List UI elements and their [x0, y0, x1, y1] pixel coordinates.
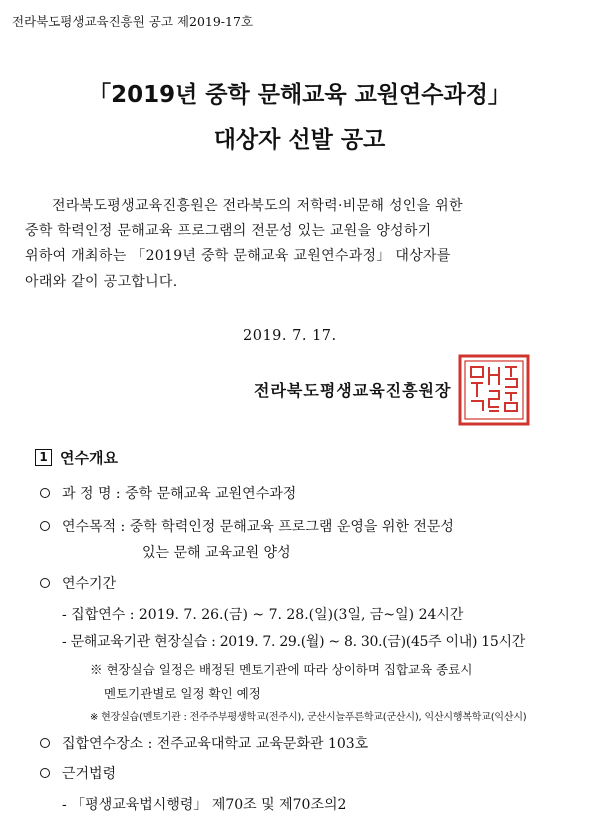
notice-number: 전라북도평생교육진흥원 공고 제2019-17호	[12, 14, 254, 29]
intro-line-4: 아래와 같이 공고합니다.	[25, 274, 178, 290]
document-title-line1: 「2019년 중학 문해교육 교원연수과정」	[88, 82, 511, 108]
legal-basis-item: 근거법령	[40, 763, 116, 783]
purpose-item: 연수목적 : 중학 학력인정 문해교육 프로그램 운영을 위한 전문성	[40, 516, 454, 536]
bullet-circle-icon	[40, 738, 50, 748]
intro-line-2: 중학 학력인정 문해교육 프로그램의 전문성 있는 교원을 양성하기	[25, 223, 432, 239]
intro-line-1: 전라북도평생교육진흥원은 전라북도의 저학력·비문해 성인을 위한	[52, 198, 463, 214]
bullet-circle-icon	[40, 488, 50, 498]
period-field-practice: - 문해교육기관 현장실습 : 2019. 7. 29.(월) ~ 8. 30.(금)(45주 이내) 15시간	[62, 634, 525, 650]
venue-item: 집합연수장소 : 전주교육대학교 교육문화관 103호	[40, 733, 368, 753]
notice-date: 2019. 7. 17.	[243, 328, 337, 344]
document-title-line2: 대상자 선발 공고	[213, 127, 386, 153]
practice-note-line2: 멘토기관별로 일정 확인 예정	[104, 686, 261, 701]
mentor-institutions-note: ※ 현장실습(멘토기관 : 전주주부평생학교(전주시), 군산시늘푸른학교(군산시), 익산시행복학교(익산시)	[90, 712, 527, 723]
section-number-box: 1	[35, 449, 52, 466]
section-1-heading	[35, 447, 118, 468]
purpose-continuation: 있는 문해 교육교원 양성	[142, 545, 291, 561]
period-item: 연수기간	[40, 573, 116, 593]
issuer-signature: 전라북도평생교육진흥원장	[254, 381, 452, 400]
official-seal-icon	[457, 353, 531, 427]
practice-note-line1: ※ 현장실습 일정은 배정된 멘토기관에 따라 상이하며 집합교육 종료시	[90, 662, 473, 677]
period-group-training: - 집합연수 : 2019. 7. 26.(금) ~ 7. 28.(일)(3일, 금~일) 24시간	[62, 607, 464, 623]
course-name-item: 과 정 명 : 중학 문해교육 교원연수과정	[40, 483, 296, 503]
intro-line-3: 위하여 개최하는 「2019년 중학 문해교육 교원연수과정」 대상자를	[25, 248, 451, 264]
bullet-circle-icon	[40, 768, 50, 778]
section-title: 연수개요	[60, 449, 118, 467]
bullet-circle-icon	[40, 521, 50, 531]
legal-basis-law: - 「평생교육법시행령」 제70조 및 제70조의2	[62, 797, 347, 813]
bullet-circle-icon	[40, 578, 50, 588]
